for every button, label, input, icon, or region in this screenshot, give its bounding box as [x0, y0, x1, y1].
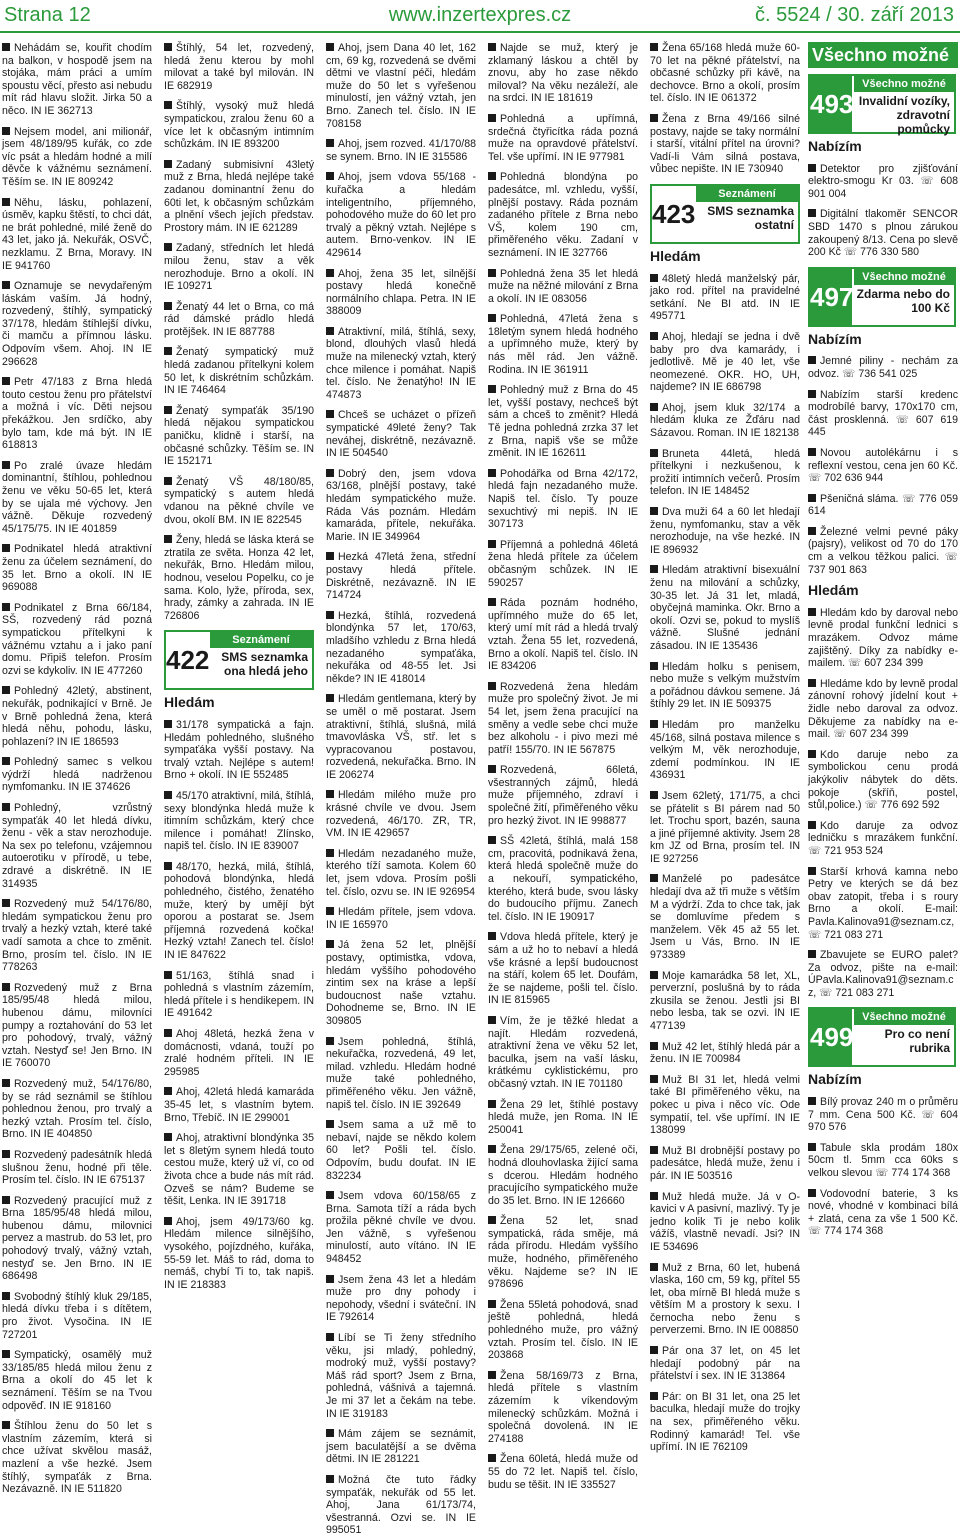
section-number: 493	[810, 76, 852, 132]
classified-ad: Rozvedený muž z Brna 185/95/48 hledá milou, hubenou dámu, milovníci pumpy a roztahování do 53 let pro pohodový, trvalý, vážný vztah. Nestyď se! Jen Brno. IN IE 760070	[2, 981, 152, 1070]
section-box-499	[808, 1007, 958, 1086]
classified-ad: Hledám holku s penisem, nebo muže s velkým mužstvím a pořádnou dávkou semene. Já štíhly 29 let. IN IE 509375	[650, 660, 800, 711]
classified-ad: Žena 60letá, hledá muže od 55 do 72 let. Napiš tel. číslo, budu se těšit. IN IE 335527	[488, 1453, 638, 1491]
section-number: 499	[810, 1009, 852, 1065]
classified-ad: Sympatický, osamělý muž 33/185/85 hledá milou ženu z Brna a okolí do 45 let k seznámení. Těším se na Tvou odpověď. IN IE 918160	[2, 1349, 152, 1412]
classified-ad: Muž 42 let, štíhlý hledá pár a ženu. IN IE 700984	[650, 1040, 800, 1066]
classified-ad: SŠ 42letá, štíhlá, malá 158 cm, pracovitá, podnikavá žena, která hledá společně muže do a nekouří, sympatického, kterého, která bude, svou lásky do budoucího příjmu. Zanech tel. číslo. IN IE 190917	[488, 835, 638, 923]
classified-ad: Jsem sama a už mě to nebaví, najde se někdo kolem 60 let? Pošli tel. číslo. Odpovím, budu doufat. IN IE 832234	[326, 1119, 476, 1182]
classified-ad: Ahoj, jsem Dana 40 let, 162 cm, 69 kg, rozvedená se dvěmi dětmi ve vlastní péči, hledám muže do 50 let s vyřešenou minulostí, jen vážný vztah, jen Brno. Zanech tel. číslo. IN IE 708158	[326, 42, 476, 130]
classified-ad: 48/170, hezká, milá, štíhlá, pohodová blondýnka, hledá pohledného, čistého, ženatého muže, který by umějí být oporou a postarat se. Jsem příjemná rozvedená kočka! Hezký vztah! Zanech tel. číslo! IN IE 847622	[164, 860, 314, 962]
classified-ad: Vdova hledá přítele, který je sám a už ho to nebaví a hledá vše krásné a lepší budoucnost na stáří, kolem 65 let. Doufám, že se najdeme, pošli tel. číslo. IN IE 815965	[488, 931, 638, 1007]
classified-ad: Podnikatel hledá atraktivní ženu za účelem seznámení, do 35 let. Brno a okolí. IN IE 969088	[2, 543, 152, 594]
classified-ad: Pohledný muž z Brna do 45 let, vyšší postavy, nechceš být sám a chceš to změnit? Hledá Tě jedna pohledná zrzka 37 let z Brna, napiš vše se může změnit. IN IE 162611	[488, 384, 638, 460]
section-number: 423	[652, 198, 696, 229]
section-band: Seznámení	[696, 186, 798, 202]
classified-ad: Vodovodní baterie, 3 ks nové, vhodné v kombinaci bílá + zlatá, cena za vše 1 500 Kč. ☏ 774 174 368	[808, 1187, 958, 1238]
classified-ad: Hledám pro manželku 45/168, silná postava milence s velkým M, věk nerozhoduje, zdemí podmínkou. IN IE 436931	[650, 718, 800, 782]
classified-ad: 31/178 sympatická a fajn. Hledám pohledného, slušného sympaťáka vyšší postavy. Na trvalý vztah. Nejlépe s autem! Brno + okolí. IN IE 552485	[164, 718, 314, 782]
classified-ad: Ahoj, jsem vdova 55/168 - kuřačka a hledám inteligentního, příjemného, pohodového muže do 60 let pro trvalý a pěkný vztah. Nejlépe s autem. Brno-venkov. IN IE 429614	[326, 171, 476, 259]
classified-ad: Ahoj, jsem kluk 32/174 a hledám kluka ze Žďáru nad Sázavou. Roman. IN IE 182138	[650, 401, 800, 440]
classified-ad: Vím, že je těžké hledat a najít. Hledám rozvedená, atraktivní žena ve věku 52 let, baculka, jsem na vaší lásku, krátkému cyklistickému, pro občasný vztah. IN IE 701180	[488, 1014, 638, 1090]
classified-ad: Železné velmi pevné páky (pajsry), velikost od 70 do 170 cm a velkou těžkou palici. ☏ 737 901 863	[808, 525, 958, 576]
issue-number: č. 5524 / 30. září 2013	[754, 4, 954, 26]
classified-ad: Rozvedený padesátník hledá slušnou ženu, hodné při těle. Prosím tel. číslo. IN IE 675137	[2, 1148, 152, 1187]
section-band: Seznámení	[210, 632, 312, 648]
classified-ad: Rozvedená, 66letá, všestranných zájmů, hledá muže příjemného, zdraví i společné žití, přiměřeného věku pro hezký život. IN IE 998877	[488, 764, 638, 827]
classified-ad: Ženatý VŠ 48/180/85, sympatický s autem hledá vdanou na pěkné chvíle ve dvou, okolí BM. IN IE 822545	[164, 475, 314, 526]
section-title: SMS seznamka ostatní	[707, 203, 794, 232]
classified-ad: Ahoj, atraktivní blondýnka 35 let s 8letým synem hledá touto cestou muže, který už ví, co od života chce a bude nás mít rád. Ozveš se nám? Budeme se těšit, Lenka. IN IE 391718	[164, 1132, 314, 1208]
rubric-title: Všechno možné	[808, 42, 958, 68]
header-divider	[0, 31, 960, 33]
classified-ad: Nabízím starší kredenc modrobílé barvy, 170x170 cm, část prosklenná. ☏ 607 619 445	[808, 388, 958, 439]
section-title: Pro co není rubrika	[884, 1027, 950, 1056]
classified-ad: Pohledná žena 35 let hledá muže na něžné milování z Brna a okolí. IN IE 083056	[488, 267, 638, 305]
section-number: 422	[166, 645, 210, 676]
classified-ad: Jemné piliny - nechám za odvoz. ☏ 736 541 025	[808, 355, 958, 380]
classified-ad: Detektor pro zjišťování elektro-smogu Kr 03. ☏ 608 901 004	[808, 162, 958, 200]
classified-ad: Hledám milého muže pro krásné chvíle ve dvou. Jsem rozvedená, 46/170. ZR, TR, VM. IN IE 429657	[326, 789, 476, 840]
section-category: Hledám	[808, 582, 859, 599]
classified-ad: Pšeničná sláma. ☏ 776 059 614	[808, 492, 958, 518]
classified-ad: Zadaný submisivní 43letý muž z Brna, hledá nejlépe také zadanou dominantní ženu do 60ti let, k občasným schůzkám a plnění všech jejích představ. Prostory mám. IN IE 621289	[164, 158, 314, 234]
classified-ad: Manželé po padesátce hledají dva až tři muže s větším M a výdrží. Zda to chce tak, jak se domluvíme předem s manželem. Věk 45 až 55 let. Jsem u Vás, Brno. IN IE 973389	[650, 873, 800, 962]
section-title: SMS seznamka ona hledá jeho	[221, 650, 308, 679]
classified-ad: Pár ona 37 let, on 45 let hledají podobný pár na přátelství i sex. IN IE 313864	[650, 1345, 800, 1383]
section-box-423	[650, 184, 800, 263]
column-6	[808, 42, 958, 1324]
column-3	[326, 42, 476, 1537]
section-box-422	[164, 630, 314, 709]
classified-ad: Muž BI drobnější postavy po padesátce, hledá muže, ženu i pár. IN IE 503516	[650, 1144, 800, 1182]
classified-ad: Pohledná, 47letá žena s 18letým synem hledá hodného a upřímného muže, který by nás měl rád. Jen vážně. Rodina. IN IE 361911	[488, 313, 638, 376]
classified-ad: Hledám atraktivní bisexuální ženu na milování a schůzky, 30-35 let. Já 31 let, mladá, obyčejná maminka. Okr. Brno a okolí. Ozvi se, pokud to myslíš vážně. Slušné jednání zásadou. IN IE 135436	[650, 564, 800, 652]
classified-ad: Žena 29 let, štíhlé postavy hledá muže, jen Roma. IN IE 250041	[488, 1098, 638, 1136]
classified-ad: Žena 55letá pohodová, snad ještě pohledná, hledá pohledného muže, pro vážný vztah. Prosím tel. číslo. IN IE 203868	[488, 1298, 638, 1362]
classified-ad: Možná čte tuto řádky sympaťák, nekuřák od 55 let. Ahoj, Jana 61/173/74, všestranná. Ozvi se. IN IE 995051	[326, 1473, 476, 1537]
column-5	[650, 42, 800, 1454]
classified-ad: Moje kamarádka 58 let, XL, perverzní, poslušná by to ráda zkusila se ženou. Jestli jsi BI nebo lesba, tak se ozvi. IN IE 477139	[650, 969, 800, 1032]
classified-ad: Štíhlou ženu do 50 let s vlastním zázemím, která si chce užívat skvělou masáž, mazlení a vše hezké. Jsem štíhlý, sympaťák z Brna. Nezávazně. IN IE 511820	[2, 1420, 152, 1496]
classified-ad: Ahoj, žena 35 let, silnější postavy hledá konečně normálního chlapa. Petra. IN IE 388009	[326, 267, 476, 318]
classified-ad: Jsem žena 43 let a hledám muže pro dny pohody i nepohody, všední i sváteční. IN IE 792614	[326, 1273, 476, 1324]
classified-ad: Žena 58/169/73 z Brna, hledá přítele s vlastním zázemím k víkendovým milenecký schůzkám. Možná i společná dovolená. IN IE 274188	[488, 1369, 638, 1445]
column-2	[164, 42, 314, 1324]
classified-ad: Štíhlý, 54 let, rozvedený, hledá ženu kterou by mohl milovat a také byl milován. IN IE 682919	[164, 42, 314, 92]
section-category: Nabízím	[808, 330, 862, 347]
section-hledam	[808, 584, 958, 597]
classified-ad: Kdo daruje nebo za symbolickou cenu prodá jakýkoliv nábytek do děts. pokoje (skříň, postel, stůl,police.) ☏ 776 692 592	[808, 748, 958, 812]
classified-ad: Nehádám se, kouřit chodím na balkon, v hospodě jsem na stojáka, mám práci a umím spoustu věcí, přesto asi nebudu mít rád hlavu složit. Jirka 50 a něco. IN IE 362713	[2, 42, 152, 117]
column-4	[488, 42, 638, 1491]
classified-ad: Líbí se Ti ženy středního věku, jsi mladý, pohledný, modroký muž, vyšší postavy? Máš rád sport? Jsem z Brna, pohledná, vášnivá a tajemná. Je mi 37 let a čekám na tebe. IN IE 319183	[326, 1332, 476, 1420]
classified-ad: Pohledná blondýna po padesátce, ml. vzhledu, vyšší, plnější postavy. Ráda poznám zadaného přítele z Brna nebo VŠ, kolem 190 cm, přiměřeného věku. Zadaní v seznámení. IN IE 327766	[488, 171, 638, 259]
section-band: Všechno možné	[854, 76, 954, 92]
section-number: 497	[810, 269, 852, 325]
classified-ad: Ahoj 48letá, hezká žena v domácnosti, vdaná, touží po zralé hodném příteli. IN IE 295985	[164, 1028, 314, 1078]
classified-ad: Pohledný samec s velkou výdrží hledá nadrženou nymfomanku. IN IE 374626	[2, 756, 152, 794]
classified-ad: Dva muži 64 a 60 let hledají ženu, nymfomanku, stav a věk nerozhoduje, na vše hezké. IN IE 896932	[650, 506, 800, 556]
classified-ad: Žena 65/168 hledá muže 60-70 let na pěkné přátelství, na občasné schůzky při kávě, na dechovce. Brno a okolí, prosím tel. číslo. IN IE 061372	[650, 42, 800, 105]
classified-ad: Bruneta 44letá, hledá přítelkyni i nezkušenou, k prožití intimních večerů. Prosím telefon. IN IE 148452	[650, 447, 800, 498]
classified-ad: Příjemná a pohledná 46letá žena hledá přítele za účelem občasným schůzek. IN IE 590257	[488, 538, 638, 589]
classified-ad: Ženatý 44 let o Brna, co má rád dámské prádlo hledá protějšek. IN IE 887788	[164, 300, 314, 338]
classified-ad: Starší krhová kamna nebo Petry ve kterých se dá bez obav zatopit, třeba i s roury Brno a okolí. E-mail: Pavla.Kalinova91@seznam.cz, ☏ 721 083 271	[808, 865, 958, 941]
classified-ad: Něhu, lásku, pohlazení, úsměv, kapku štěstí, to chci dát, ne brát pohledné, milé ženě do 43 let, jako já. Nekuřák, OSVČ, nezklamu. Z Brna, Moravy. IN IE 941760	[2, 196, 152, 272]
classified-ad: Já žena 52 let, plnější postavy, optimistka, vdova, hledám vyššího pohodového zintim sex na kráse a lepší budoucnost naše vztahu. Dohodneme se, Brno. IN IE 309805	[326, 939, 476, 1027]
classified-ad: Mám zájem se seznámit, jsem baculatější a se dvěma dětmi. IN IE 281221	[326, 1428, 476, 1466]
classified-ad: Rozvedený pracující muž z Brna 185/95/48 hledá milou, hubenou dámu, milovnici pervez a mastrub. do 53 let, pro pohodový trvalý, vážný vztah, nestyď se. Jen Brno. IN IE 686498	[2, 1194, 152, 1283]
classified-ad: Rozvedený muž, 54/176/80, by se rád seznámil se štíhlou pohlednou ženou, pro trvalý a hezký vztah. Prosím tel. číslo, Brno. IN IE 404850	[2, 1077, 152, 1141]
classified-ad: Atraktivní, milá, štíhlá, sexy, blond, dlouhých vlasů hledá muže na milenecký vztah, který chce milence i pomáhat. Napiš tel. číslo. Ne ženatýho! IN IE 474873	[326, 325, 476, 401]
page-number: Strana 12	[4, 4, 91, 26]
classified-ad: Hezká, štíhlá, rozvedená blondýnka 57 let, 170/63, mladšího vzhledu z Brna hledá nezadaného sympaťáka, nekuřáka od 48-55 let. Jsi někde? IN IE 418014	[326, 609, 476, 685]
section-title: Zdarma nebo do 100 Kč	[856, 286, 950, 315]
classified-ad: Pohodářka od Brna 42/172, hledá fajn nezadaného muže. Napiš tel. číslo. Ty pouze sexuchtivý mi nepiš. IN IE 307173	[488, 467, 638, 531]
classified-ad: Jsem vdova 60/158/65 z Brna. Samota tíží a ráda bych prožila pěkné chvíle ve dvou. Jen vážně, s vyřešenou minulostí, auto vítáno. IN IE 948452	[326, 1190, 476, 1266]
classified-ad: Ženatý sympatický muž hledá zadanou přítelkyni kolem 50 let, k diskrétním schůzkám. IN IE 746464	[164, 346, 314, 397]
classified-ad: Pohledná a upřímná, srdečná čtyřicítka ráda pozná muže na opravdové přátelství. Tel. vše upřímí. IN IE 977981	[488, 112, 638, 163]
classified-ad: Zadaný, středních let hledá milou ženu, stav a věk nerozhoduje. Brno a okolí. IN IE 109271	[164, 242, 314, 293]
classified-ad: Ahoj, 42letá hledá kamaráda 35-45 let, s vlastním bytem. Brno, Třebíč. IN IE 299001	[164, 1086, 314, 1124]
classified-ad: Po zralé úvaze hledám dominantní, štíhlou, pohlednou ženu ve věku 50-65 let, která by se ujala mé výchovy. Jen vážně. Děkuje rozvedený 45/175/75. IN IE 401859	[2, 459, 152, 535]
classified-ad: Žena 52 let, snad sympatická, ráda směje, má ráda přírodu. Hledám vyššího muže, hodného, přiměřeného věku. Najdeme se? IN IE 978696	[488, 1215, 638, 1291]
classified-ad: Rozvedený muž 54/176/80, hledám sympatickou ženu pro trvalý a hezký vztah, které také vadí samota a chce to změnit. Brno, prosím tel. číslo. IN IE 778263	[2, 898, 152, 974]
section-category: Nabízím	[808, 1071, 862, 1088]
classified-ad: Petr 47/183 z Brna hledá touto cestou ženu pro přátelství a možná i víc. Děti nejsou překážkou. Jen srdíčko, aby bylo tam, kde má být. IN IE 618813	[2, 376, 152, 452]
classified-ad: Hledám přítele, jsem vdova. IN IE 165970	[326, 906, 476, 931]
classified-ad: Štíhlý, vysoký muž hledá sympatickou, zralou ženu 60 a více let k občasným intimním schůzkám. IN IE 893200	[164, 100, 314, 151]
section-category: Hledám	[164, 694, 215, 711]
classified-ad: Ženatý sympaťák 35/190 hledá nějakou sympatickou paničku, klidně i starší, na občasné schůzky. Těším se. IN IE 152171	[164, 404, 314, 468]
classified-ad: Tabule skla prodám 180x 50cm tl. 5mm cca 60ks s velkou slevou ☏ 774 174 368	[808, 1141, 958, 1180]
classified-ad: Novou autolékárnu i s reflexní vestou, cena jen 60 Kč. ☏ 702 636 944	[808, 446, 958, 485]
classified-ad: Ahoj, jsem rozved. 41/170/88 se synem. Brno. IN IE 315586	[326, 138, 476, 163]
classified-ad: 45/170 atraktivní, milá, štíhlá, sexy blondýnka hledá muže k itimním schůzkám, který chce milence i pomáhat! Zlínsko, napiš tel. číslo. IN IE 839007	[164, 789, 314, 853]
classified-ad: Nejsem model, ani milionář, jsem 48/189/95 kuřák, co zde víc psát a hledám hodné a milí děvče k vážnému seznámení. Těším se. IN IE 809242	[2, 125, 152, 188]
classified-ad: Zbavujete se EURO palet? Za odvoz, pište na e-mail: ÚPavla.Kalinova91@seznam.c z, ☏ 721 083 271	[808, 949, 958, 999]
classified-ad: Muž hledá muže. Já v O-kavici v A pasivní, mazlivý. Ty je jedno kolik Ti je nebo kolik vážíš, vlastně nevadí. Jsi? IN IE 534696	[650, 1190, 800, 1253]
classified-ad: 48letý hledá manželský pár, jako rod. přítel na pravidelné setkání. Ne BI atd. IN IE 495771	[650, 272, 800, 323]
page-header	[0, 0, 960, 28]
classified-ad: Pohledný 42letý, abstinent, nekuřák, podnikající v Brně. Je v Brně pohledná žena, která hledá něhu, pohodu, lásku, pohlazení? IN IE 186593	[2, 685, 152, 748]
classified-ad: Pár: on BI 31 let, ona 25 let baculka, hledají muže do trojky na sex, přiměřeného věku. Rodinný kamarád! Tel. vše upřímí. IN IE 762109	[650, 1390, 800, 1454]
classified-ad: Ahoj, jsem 49/173/60 kg. Hledám milence silnějšího, vysokého, pojízdného, kuřáka, 55-59 let. Máš to rád, doma to nemáš, chybí Ti to, tak napiš. IN IE 218383	[164, 1215, 314, 1291]
classified-ad: Najde se muž, který je zklamaný láskou a chtěl by znovu, aby ho zase někdo miloval? Na věku nezáleží, ale na srdci. IN IE 181619	[488, 42, 638, 105]
classified-ad: Jsem 62letý, 171/75, a chci se přátelit s BI párem nad 50 let. Trochu sport, bazén, sauna a jiné příjemné aktivity. Jsem 28 km JZ od Brna, prosím tel. IN IE 927256	[650, 789, 800, 865]
site-url[interactable]: www.inzertexpres.cz	[388, 4, 572, 26]
classified-ad: Dobrý den, jsem vdova 63/168, plnější postavy, také hledám sympatického muže. Ráda Vás poznám. Hledám kamaráda, přítele, nekuřáka. Marie. IN IE 349964	[326, 467, 476, 543]
section-category: Nabízím	[808, 138, 862, 154]
classified-ad: Ženy, hledá se láska která se ztratila ze světa. Honza 42 let, nekuřák, Brno. Hledám milou, hodnou, veselou Popelku, co je sama. Kolo, lyže, příroda, sex, hrady, zámky a zahrada. IN IE 726806	[164, 534, 314, 622]
classified-ad: Podnikatel z Brna 66/184, SŠ, rozvedený rád pozná sympatickou přítelkyni k vážnému vztahu a i jako paní domu. Připiš telefon. Prosím ozvi se kdykoliv. IN IE 477260	[2, 601, 152, 677]
classified-ad: Jsem pohledná, štíhlá, nekuřačka, rozvedená, 49 let, milad. vzhledu. Hledám hodné muže také pohledného, přiměřeného věku. Jen vážně, napiš tel. číslo. IN IE 392649	[326, 1035, 476, 1111]
classified-ad: Hledám gentlemana, který by se uměl o mě postarat. Jsem atraktivní, štíhlá, slušná, milá tmavovláska VŠ, stř. let s vypracovanou postavou, rozvedená, nekuřačka. Brno. IN IE 206274	[326, 693, 476, 781]
classified-ad: Ahoj, hledají se jedna i dvě baby pro dva kamarády, i jedlotlivě. Mě je 40 let, vše neomezené. OKR. HO, UH, najdeme? IN IE 686798	[650, 330, 800, 394]
classified-ad: Hledám nezadaného muže, kterého tíží samota. Kolem 60 let, jsem vdova. Prosím pošli tel. číslo, ozvu se. IN IE 926954	[326, 847, 476, 898]
classified-ad: Hledám kdo by daroval nebo levně prodal funkční lednici s mrazákem. Odvoz máme zajištěný. Díky za nabídky e-mailem. ☏ 607 234 399	[808, 606, 958, 670]
classified-ad: Hezká 47letá žena, střední postavy hledá přítele. Diskrétně, nezávazně. IN IE 714724	[326, 551, 476, 602]
classified-ad: Muž z Brna, 60 let, hubená vlaska, 160 cm, 59 kg, přítel 55 let, oba mírně BI hledá muže s větším M a prostory k sexu. I černocha nebo ženu s perverzemi. Brno. IN IE 008850	[650, 1261, 800, 1337]
classified-ad: Hledáme kdo by levně prodal zánovní rohový jídelní kout + židle nebo daroval za odvoz. Děkujeme za nabídky na e-mail. ☏ 607 234 399	[808, 677, 958, 741]
classified-ad: Ráda poznám hodného, upřímného muže do 65 let, který umí mít rád a hledá trvalý vztah. Žena 55 let, rozvedená, Brno a okolí. Napiš tel. číslo. IN IE 834206	[488, 597, 638, 673]
column-1	[2, 42, 152, 1496]
section-box-497	[808, 267, 958, 346]
classified-ad: 51/163, štíhlá snad i pohledná s vlastním zázemím, hledá přítele i s hendikepem. IN IE 491642	[164, 969, 314, 1020]
classified-ad: Rozvedená žena hledám muže pro společný život. Je mi 54 let, jsem žena pracující na směny a vedle sebe chci muže bez alkoholu - i pivo mezi mé patří! 155/70. IN IE 567875	[488, 680, 638, 756]
classified-ad: Muž BI 31 let, hledá velmi také BI přiměřeného věku, na pokec u piva i něco víc. Ode sympatií, tel. vše upřímí. IN IE 138099	[650, 1073, 800, 1137]
section-box-493	[808, 74, 958, 153]
classified-ad: Pohledný, vzrůstný sympaťák 40 let hledá dívku, ženu - věk a stav nerozhoduje. Na sex po telefonu, vzájemnou autoerotiku v přírodě, u tebe, zdravé a diskrétně. IN IE 314935	[2, 802, 152, 890]
section-band: Všechno možné	[854, 1009, 954, 1025]
classified-ad: Digitální tlakoměr SENCOR SBD 1470 s plnou zárukou zakoupený 8/13. Cena po slevě 200 Kč ☏ 776 330 580	[808, 208, 958, 259]
classified-ad: Chceš se ucházet o přízeň sympatické 49leté ženy? Tak neváhej, diskrétně, nezávazně. IN IE 504540	[326, 409, 476, 460]
section-title: Invalidní vozíky, zdravotní pomůcky	[858, 94, 950, 136]
classified-ad: Bílý provaz 240 m o průměru 7 mm. Cena 500 Kč. ☏ 604 970 576	[808, 1096, 958, 1134]
classified-ad: Žena z Brna 49/166 silné postavy, najde se taky normální i starší, vitální přítel na úrovni? Vadí-li Vám silná postava, vůbec nepište. IN IE 730940	[650, 112, 800, 176]
classified-ad: Žena 29/175/65, zelené oči, hodná dlouhovlaska žijící sama s dcerou. Hledám hodného pracujícího sympatického muže do 35 let. Brno. IN IE 126660	[488, 1144, 638, 1207]
classified-ad: Svobodný štíhlý kluk 29/185, hledá dívku třeba i s dítětem, pro život. Vysočina. IN IE 727201	[2, 1290, 152, 1341]
classified-ad: Oznamuje se nevydařeným láskám vaším. Já hodný, rozvedený, štíhlý, sympatický 37/178, hledám štíhlejší dívku, či mamču a přímnou lásku. Odpovím všem. Ahoj. IN IE 296628	[2, 280, 152, 368]
section-category: Hledám	[650, 247, 701, 264]
section-band: Všechno možné	[854, 269, 954, 285]
classified-ad: Kdo daruje za odvoz ledničku s mrazákem funkční. ☏ 721 953 524	[808, 819, 958, 857]
